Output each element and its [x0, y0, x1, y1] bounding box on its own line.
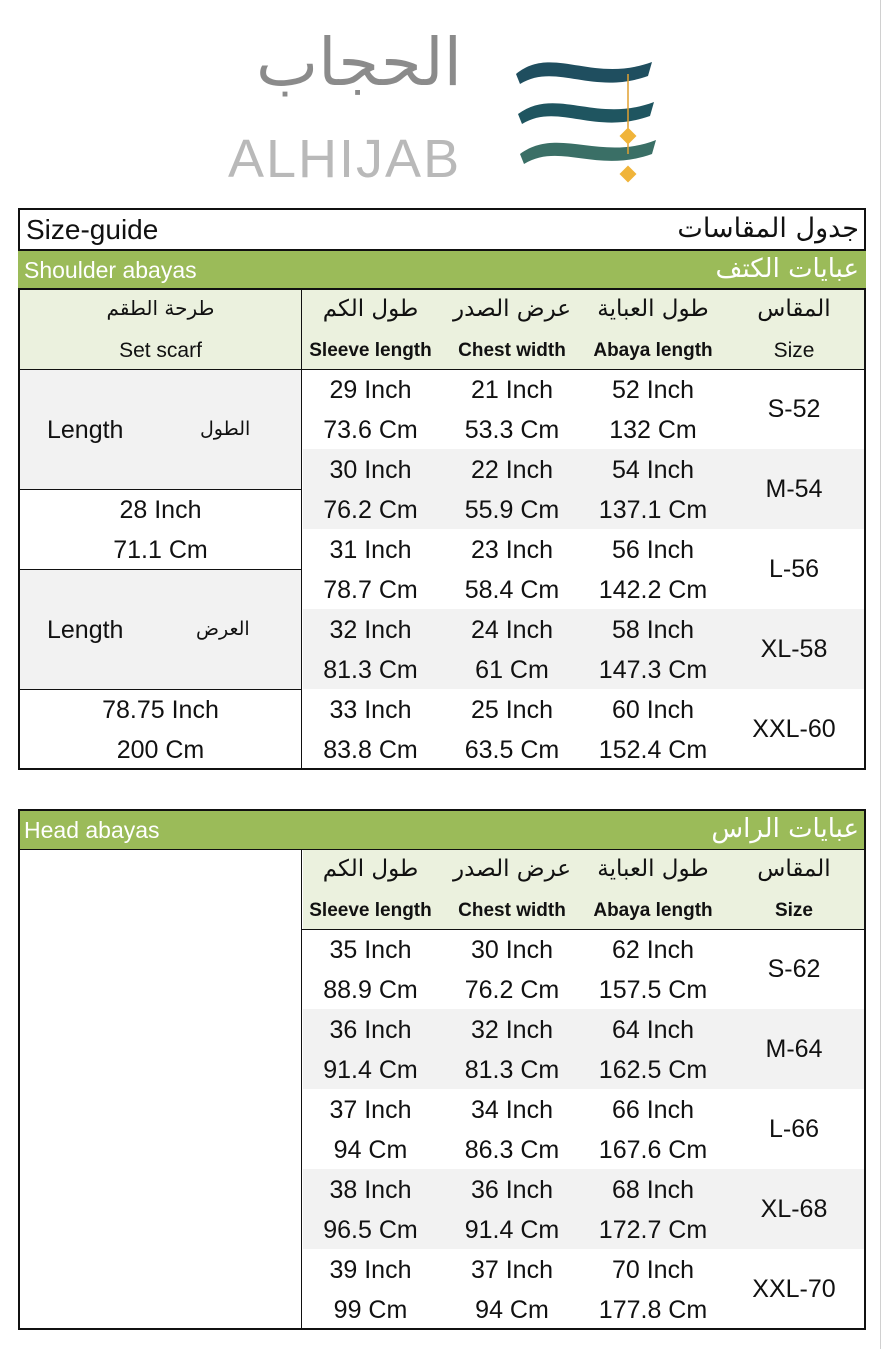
shoulder-section-title: Shoulder abayas	[24, 257, 197, 283]
shoulder-row-chest-cm: 61 Cm	[475, 656, 549, 684]
col-header-size-ar: المقاس	[757, 296, 831, 322]
head-row-chest-inch: 37 Inch	[470, 1256, 553, 1284]
size-guide-title-arabic: جدول المقاسات	[677, 213, 859, 244]
shoulder-row-sleeve-cm: 76.2 Cm	[323, 496, 418, 524]
scarf-width-inch: 78.75 Inch	[102, 696, 219, 724]
shoulder-row-sleeve-cm: 81.3 Cm	[323, 656, 418, 684]
head-row-chest-inch: 30 Inch	[470, 936, 553, 964]
head-row-chest-cm: 81.3 Cm	[464, 1056, 560, 1084]
shoulder-row-sleeve-cm: 83.8 Cm	[323, 736, 418, 764]
head-row-length-inch: 66 Inch	[611, 1096, 694, 1124]
col-header-sleeve: Sleeve length	[309, 340, 432, 361]
head-row-size: L-66	[768, 1115, 820, 1143]
head-row-length-inch: 64 Inch	[611, 1016, 694, 1044]
head-row-sleeve-inch: 38 Inch	[329, 1176, 412, 1204]
head-row-length-cm: 162.5 Cm	[598, 1056, 708, 1084]
head-row-length-inch: 68 Inch	[611, 1176, 694, 1204]
shoulder-row-length-inch: 54 Inch	[611, 456, 694, 484]
head-col-header-sleeve: Sleeve length	[309, 900, 432, 921]
scarf-length-inch: 28 Inch	[119, 496, 202, 524]
head-col-header-chest: Chest width	[458, 900, 566, 921]
shoulder-row-size: XL-58	[760, 635, 828, 663]
shoulder-row-length-cm: 142.2 Cm	[598, 576, 708, 604]
scarf-header-ar: طرحة الطقم	[106, 296, 215, 320]
brand-name-english: ALHIJAB	[228, 129, 462, 189]
head-row-sleeve-cm: 99 Cm	[333, 1296, 408, 1324]
head-row-sleeve-inch: 37 Inch	[329, 1096, 412, 1124]
brand-wave-logo-icon	[512, 44, 662, 188]
shoulder-row-chest-cm: 55.9 Cm	[464, 496, 560, 524]
head-row-length-cm: 157.5 Cm	[598, 976, 708, 1004]
head-row-sleeve-cm: 91.4 Cm	[323, 1056, 418, 1084]
size-guide-title: Size-guide	[26, 214, 159, 245]
shoulder-row-size: XXL-60	[752, 715, 836, 743]
head-col-header-sleeve-ar: طول الكم	[322, 856, 419, 882]
shoulder-section-title-arabic: عبايات الكتف	[715, 254, 859, 284]
head-row-length-inch: 62 Inch	[611, 936, 694, 964]
shoulder-row-sleeve-inch: 32 Inch	[329, 616, 412, 644]
head-row-size: S-62	[767, 955, 821, 983]
head-row-sleeve-inch: 36 Inch	[329, 1016, 412, 1044]
scarf-length-cm: 71.1 Cm	[113, 536, 208, 564]
head-row-chest-cm: 94 Cm	[475, 1296, 549, 1324]
shoulder-row-size: L-56	[768, 555, 820, 583]
shoulder-row-length-inch: 60 Inch	[611, 696, 694, 724]
head-row-length-cm: 172.7 Cm	[598, 1216, 708, 1244]
col-header-size: Size	[773, 339, 815, 362]
head-col-header-size-ar: المقاس	[757, 856, 831, 882]
head-row-chest-inch: 32 Inch	[470, 1016, 553, 1044]
head-row-size: XXL-70	[752, 1275, 836, 1303]
shoulder-row-chest-inch: 23 Inch	[470, 536, 553, 564]
shoulder-row-sleeve-inch: 30 Inch	[329, 456, 412, 484]
col-header-chest-ar: عرض الصدر	[452, 296, 572, 322]
scarf-width-label: Length	[47, 616, 124, 644]
shoulder-row-sleeve-inch: 31 Inch	[329, 536, 412, 564]
shoulder-row-length-inch: 58 Inch	[611, 616, 694, 644]
shoulder-row-chest-inch: 24 Inch	[470, 616, 553, 644]
shoulder-row-sleeve-cm: 73.6 Cm	[323, 416, 418, 444]
head-row-sleeve-cm: 88.9 Cm	[323, 976, 418, 1004]
shoulder-row-size: S-52	[767, 395, 821, 423]
col-header-sleeve-ar: طول الكم	[322, 296, 419, 322]
head-row-chest-cm: 76.2 Cm	[464, 976, 560, 1004]
col-header-chest: Chest width	[458, 340, 566, 361]
shoulder-row-length-cm: 137.1 Cm	[598, 496, 708, 524]
head-row-sleeve-inch: 39 Inch	[329, 1256, 412, 1284]
head-col-header-size: Size	[774, 900, 814, 921]
scarf-width-label-ar: العرض	[196, 618, 250, 640]
head-section-title: Head abayas	[24, 817, 160, 843]
head-row-length-cm: 167.6 Cm	[598, 1136, 708, 1164]
head-row-size: M-64	[765, 1035, 823, 1063]
shoulder-row-chest-inch: 22 Inch	[470, 456, 553, 484]
col-header-abaya-length-ar: طول العباية	[597, 296, 709, 322]
shoulder-row-sleeve-inch: 33 Inch	[329, 696, 412, 724]
brand-name-arabic: الحجاب	[256, 24, 462, 101]
shoulder-row-length-cm: 132 Cm	[609, 416, 697, 444]
shoulder-row-chest-cm: 53.3 Cm	[464, 416, 560, 444]
head-row-length-inch: 70 Inch	[611, 1256, 694, 1284]
shoulder-row-length-inch: 56 Inch	[611, 536, 694, 564]
head-col-header-chest-ar: عرض الصدر	[452, 856, 572, 882]
shoulder-row-chest-inch: 25 Inch	[470, 696, 553, 724]
head-row-chest-cm: 91.4 Cm	[464, 1216, 560, 1244]
head-row-chest-inch: 36 Inch	[470, 1176, 553, 1204]
head-row-size: XL-68	[760, 1195, 828, 1223]
head-section-title-arabic: عبايات الراس	[711, 814, 859, 844]
shoulder-row-length-inch: 52 Inch	[611, 376, 694, 404]
scarf-width-cm: 200 Cm	[116, 736, 205, 764]
head-row-length-cm: 177.8 Cm	[598, 1296, 708, 1324]
shoulder-row-chest-inch: 21 Inch	[470, 376, 553, 404]
head-row-chest-inch: 34 Inch	[470, 1096, 553, 1124]
shoulder-row-size: M-54	[765, 475, 823, 503]
shoulder-row-chest-cm: 63.5 Cm	[464, 736, 560, 764]
head-row-sleeve-inch: 35 Inch	[329, 936, 412, 964]
shoulder-row-chest-cm: 58.4 Cm	[464, 576, 560, 604]
head-row-sleeve-cm: 94 Cm	[333, 1136, 408, 1164]
head-col-header-abaya-length: Abaya length	[593, 900, 713, 921]
shoulder-row-length-cm: 152.4 Cm	[598, 736, 708, 764]
scarf-header: Set scarf	[119, 339, 202, 362]
col-header-abaya-length: Abaya length	[593, 340, 713, 361]
head-row-sleeve-cm: 96.5 Cm	[323, 1216, 418, 1244]
scarf-length-label: Length	[47, 416, 124, 444]
scarf-length-label-ar: الطول	[200, 418, 251, 440]
page-edge	[880, 0, 881, 1349]
head-col-header-abaya-length-ar: طول العباية	[597, 856, 709, 882]
shoulder-row-sleeve-cm: 78.7 Cm	[323, 576, 418, 604]
shoulder-row-sleeve-inch: 29 Inch	[329, 376, 412, 404]
shoulder-row-length-cm: 147.3 Cm	[598, 656, 708, 684]
head-row-chest-cm: 86.3 Cm	[464, 1136, 560, 1164]
